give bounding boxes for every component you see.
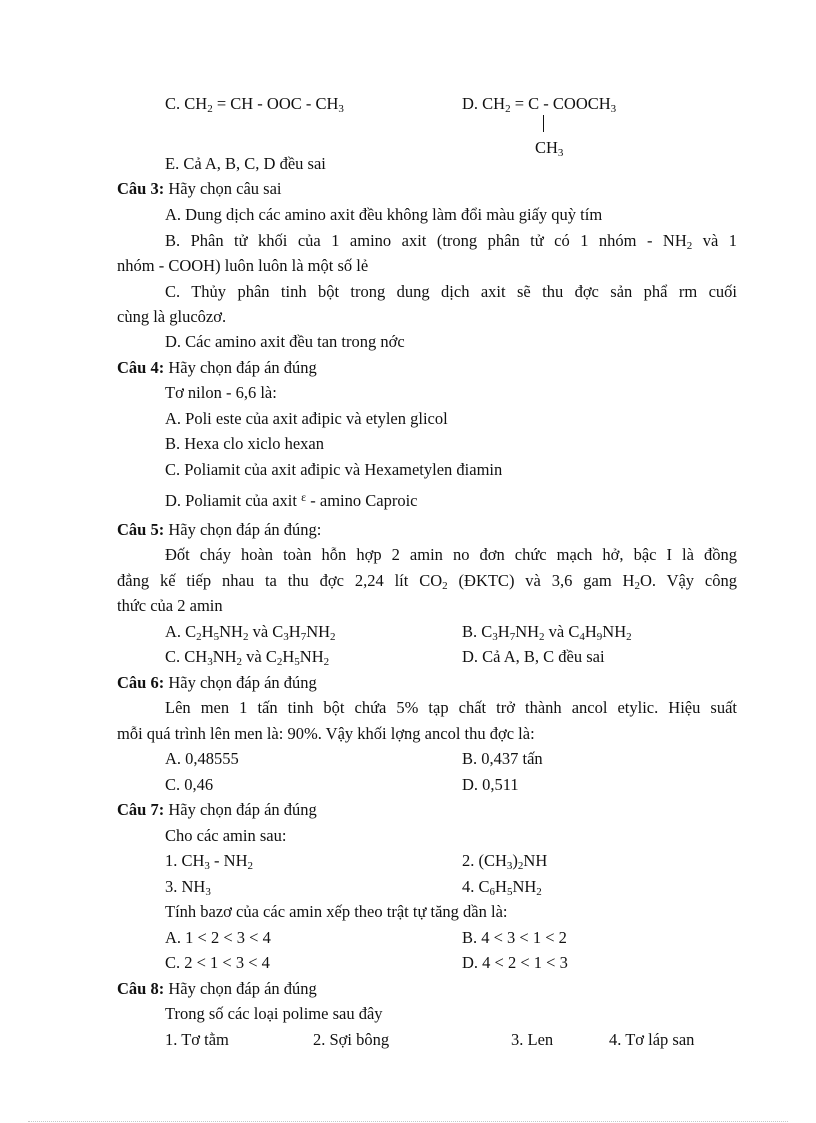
subscript: 2 (505, 103, 511, 115)
q4-option-d (165, 490, 418, 512)
formula-text: - NH (209, 851, 248, 870)
q5-stem-text: (ĐKTC) và 3,6 gam H (447, 571, 635, 590)
q6-option-b: B. 0,437 tấn (462, 749, 543, 768)
subscript: 2 (517, 860, 524, 872)
q4-option-d-text: - amino Caproic (306, 491, 418, 510)
formula-text: NH (512, 877, 537, 896)
q3-heading (117, 178, 282, 200)
formula-text: 3. NH (165, 877, 206, 896)
subscript: 2 (323, 656, 330, 668)
q7-item-3 (165, 876, 211, 898)
subscript: 6 (489, 886, 496, 898)
q4-label: Câu 4: (117, 358, 165, 377)
q3-option-c-line1: C. Thủy phân tinh bột trong dung dịch axit sẽ thu đợc sản phẩ rm cuối (165, 282, 737, 301)
subscript: 5 (213, 631, 220, 643)
q6-heading (117, 672, 317, 694)
q8-prompt: Hãy chọn đáp án đúng (168, 979, 317, 998)
subscript: 2 (442, 580, 448, 592)
subscript: 2 (539, 631, 545, 643)
formula-text: NH (515, 622, 540, 641)
formula-text: NH (306, 622, 331, 641)
subscript: 3 (204, 860, 210, 872)
q7-heading (117, 799, 317, 821)
q3-option-b-line2: nhóm - COOH) luôn luôn là một số lẻ (117, 256, 369, 275)
formula-text: và C (242, 647, 277, 666)
q7-label: Câu 7: (117, 800, 165, 819)
formula-text: và C (248, 622, 284, 641)
q2-branch-group (535, 137, 563, 159)
subscript: 3 (207, 656, 213, 668)
q4-heading (117, 357, 317, 379)
q4-option-a: A. Poli este của axit ađipic và etylen glicol (165, 409, 448, 428)
q7-item-1 (165, 850, 253, 872)
q8-item-4: 4. Tơ láp san (609, 1030, 695, 1049)
q8-item-2: 2. Sợi bông (313, 1030, 390, 1049)
subscript: 2 (236, 656, 243, 668)
formula-text: và C (544, 622, 580, 641)
subscript: 3 (283, 631, 289, 643)
q7-item-2 (462, 850, 547, 872)
q2-option-c-text: C. CH (165, 94, 208, 113)
subscript: 7 (300, 631, 307, 643)
subscript: 3 (557, 147, 564, 159)
q5-option-b (462, 621, 632, 643)
subscript: 3 (492, 631, 498, 643)
q2-option-d (462, 93, 616, 115)
subscript: 3 (338, 103, 344, 115)
q5-label: Câu 5: (117, 520, 165, 539)
q3-option-b-text: B. Phân tử khối của 1 amino axit (trong phân tử có 1 nhóm - NH (165, 231, 687, 250)
subscript: 2 (196, 631, 202, 643)
formula-text: 1. CH (165, 851, 205, 870)
subscript: 5 (506, 886, 513, 898)
q2-option-c-text: = CH - OOC - CH (212, 94, 339, 113)
q5-stem-text: đẳng kế tiếp nhau ta thu đợc 2,24 lít CO (117, 571, 443, 590)
subscript: 2 (242, 631, 249, 643)
q8-stem: Trong số các loại polime sau đây (165, 1004, 383, 1023)
formula-text: NH (299, 647, 324, 666)
subscript: 2 (330, 631, 336, 643)
subscript: 5 (294, 656, 300, 668)
q5-option-c (165, 646, 329, 668)
formula-text: H (282, 647, 295, 666)
formula-text: ) (512, 851, 518, 870)
q5-prompt: Hãy chọn đáp án đúng: (168, 520, 322, 539)
formula-text: A. C (165, 622, 197, 641)
q5-stem-text: O. Vậy công (639, 571, 738, 590)
q6-prompt: Hãy chọn đáp án đúng (168, 673, 317, 692)
formula-text: H (584, 622, 597, 641)
q8-item-1: 1. Tơ tằm (165, 1030, 229, 1049)
q2-branch-text: CH (535, 138, 558, 157)
formula-text: H (497, 622, 510, 641)
q6-option-a: A. 0,48555 (165, 749, 239, 768)
q7-stem: Cho các amin sau: (165, 826, 287, 845)
q7-option-b: B. 4 < 3 < 1 < 2 (462, 928, 567, 947)
q7-question: Tính bazơ của các amin xếp theo trật tự tăng dần là: (165, 902, 508, 921)
subscript: 2 (207, 103, 213, 115)
epsilon-symbol: ε (301, 490, 307, 504)
subscript: 9 (596, 631, 603, 643)
q2-option-c (165, 93, 344, 115)
q5-option-d: D. Cả A, B, C đều sai (462, 647, 605, 666)
q3-option-c-line2: cùng là glucôzơ. (117, 307, 227, 326)
q3-label: Câu 3: (117, 179, 165, 198)
q8-item-3: 3. Len (511, 1030, 554, 1049)
q5-stem-line3: thức của 2 amin (117, 596, 223, 615)
q8-heading (117, 978, 317, 1000)
q4-option-b: B. Hexa clo xiclo hexan (165, 434, 324, 453)
bond-line (543, 115, 544, 132)
formula-text: 2. (CH (462, 851, 507, 870)
subscript: 2 (276, 656, 283, 668)
subscript: 3 (205, 886, 211, 898)
q6-label: Câu 6: (117, 673, 165, 692)
q2-option-d-text: D. CH (462, 94, 506, 113)
page-bottom-divider (28, 1121, 788, 1122)
formula-text: NH (602, 622, 627, 641)
subscript: 2 (247, 860, 253, 872)
q5-stem-line1: Đốt cháy hoàn toàn hỗn hợp 2 amin no đơn chức mạch hở, bậc I là đồng (165, 545, 737, 564)
q6-option-d: D. 0,511 (462, 775, 519, 794)
q4-prompt: Hãy chọn đáp án đúng (168, 358, 317, 377)
formula-text: C. CH (165, 647, 208, 666)
q6-option-c: C. 0,46 (165, 775, 214, 794)
q7-option-a: A. 1 < 2 < 3 < 4 (165, 928, 271, 947)
q2-option-e: E. Cả A, B, C, D đều sai (165, 154, 326, 173)
subscript: 2 (686, 240, 693, 252)
subscript: 2 (536, 886, 542, 898)
formula-text: B. C (462, 622, 493, 641)
q4-stem: Tơ nilon - 6,6 là: (165, 383, 277, 402)
q3-prompt: Hãy chọn câu sai (168, 179, 282, 198)
q3-option-b-text: và 1 (692, 231, 738, 250)
q5-option-a (165, 621, 336, 643)
subscript: 2 (626, 631, 632, 643)
q7-option-c: C. 2 < 1 < 3 < 4 (165, 953, 270, 972)
formula-text: NH (219, 622, 243, 641)
subscript: 3 (610, 103, 617, 115)
q3-option-d: D. Các amino axit đều tan trong nớc (165, 332, 405, 351)
q7-option-d: D. 4 < 2 < 1 < 3 (462, 953, 568, 972)
subscript: 4 (579, 631, 585, 643)
q5-heading (117, 519, 321, 541)
q3-option-b-line1 (165, 230, 737, 252)
q6-stem-line2: mỗi quá trình lên men là: 90%. Vậy khối lợng ancol thu đợc là: (117, 724, 535, 743)
formula-text: H (288, 622, 301, 641)
formula-text: H (201, 622, 214, 641)
q5-stem-line2 (117, 570, 737, 592)
q7-item-4 (462, 876, 542, 898)
q4-option-c: C. Poliamit của axit ađipic và Hexametylen điamin (165, 460, 503, 479)
q2-option-d-text: = C - COOCH (510, 94, 611, 113)
q6-stem-line1: Lên men 1 tấn tinh bột chứa 5% tạp chất trở thành ancol etylic. Hiệu suất (165, 698, 737, 717)
formula-text: NH (523, 851, 548, 870)
subscript: 2 (634, 580, 640, 592)
q4-option-d-text: D. Poliamit của axit (165, 491, 302, 510)
subscript: 7 (509, 631, 516, 643)
formula-text: H (495, 877, 507, 896)
q8-label: Câu 8: (117, 979, 165, 998)
formula-text: NH (212, 647, 237, 666)
q7-prompt: Hãy chọn đáp án đúng (168, 800, 317, 819)
q3-option-a: A. Dung dịch các amino axit đều không làm đổi màu giấy quỳ tím (165, 205, 603, 224)
formula-text: 4. C (462, 877, 490, 896)
subscript: 3 (506, 860, 513, 872)
